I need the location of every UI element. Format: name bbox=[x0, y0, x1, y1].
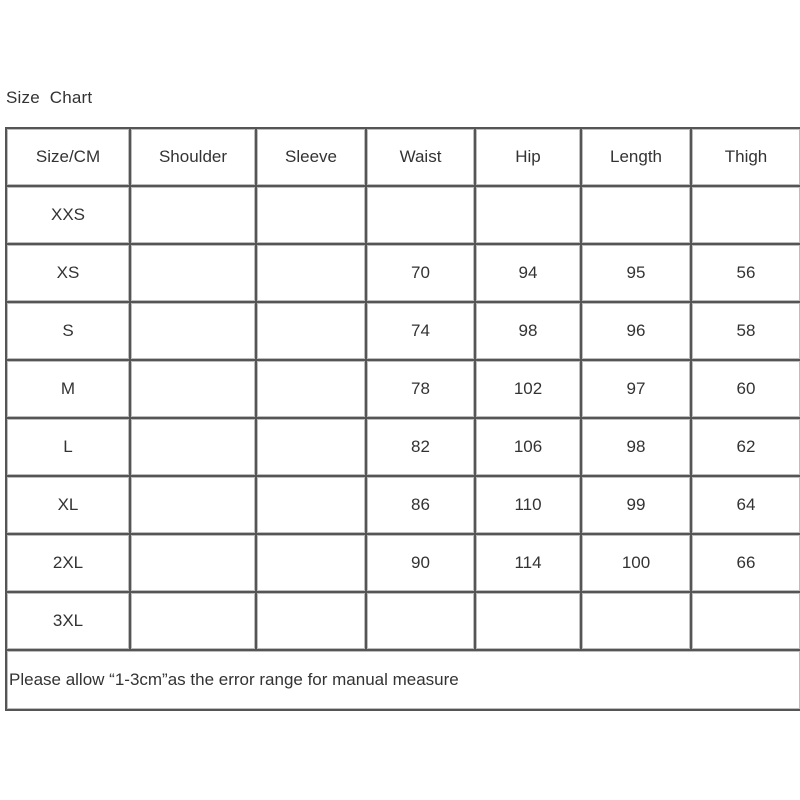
size-cell: 2XL bbox=[7, 535, 131, 593]
table-row bbox=[7, 361, 800, 419]
sleeve-cell bbox=[257, 535, 367, 593]
table-header-row bbox=[7, 129, 800, 187]
size-cell: L bbox=[7, 419, 131, 477]
shoulder-cell bbox=[131, 361, 257, 419]
header-size: Size/CM bbox=[7, 129, 131, 187]
shoulder-cell bbox=[131, 477, 257, 535]
sleeve-cell bbox=[257, 477, 367, 535]
shoulder-cell bbox=[131, 245, 257, 303]
shoulder-cell bbox=[131, 593, 257, 651]
waist-cell: 82 bbox=[367, 419, 476, 477]
length-cell: 97 bbox=[582, 361, 692, 419]
size-cell: XL bbox=[7, 477, 131, 535]
table-row bbox=[7, 477, 800, 535]
page-title: Size Chart bbox=[6, 88, 93, 107]
length-cell: 96 bbox=[582, 303, 692, 361]
hip-cell: 102 bbox=[476, 361, 582, 419]
sleeve-cell bbox=[257, 593, 367, 651]
note-row bbox=[7, 651, 800, 711]
header-hip: Hip bbox=[476, 129, 582, 187]
table-row bbox=[7, 303, 800, 361]
thigh-cell bbox=[692, 593, 800, 651]
thigh-cell: 60 bbox=[692, 361, 800, 419]
sleeve-cell bbox=[257, 187, 367, 245]
thigh-cell: 62 bbox=[692, 419, 800, 477]
table-row bbox=[7, 535, 800, 593]
table-row bbox=[7, 419, 800, 477]
waist-cell: 74 bbox=[367, 303, 476, 361]
waist-cell bbox=[367, 593, 476, 651]
waist-cell: 90 bbox=[367, 535, 476, 593]
thigh-cell: 66 bbox=[692, 535, 800, 593]
sleeve-cell bbox=[257, 361, 367, 419]
hip-cell: 94 bbox=[476, 245, 582, 303]
hip-cell: 114 bbox=[476, 535, 582, 593]
size-chart-table bbox=[5, 127, 800, 711]
hip-cell bbox=[476, 593, 582, 651]
table-row bbox=[7, 187, 800, 245]
header-length: Length bbox=[582, 129, 692, 187]
size-cell: XXS bbox=[7, 187, 131, 245]
sleeve-cell bbox=[257, 245, 367, 303]
header-sleeve: Sleeve bbox=[257, 129, 367, 187]
shoulder-cell bbox=[131, 303, 257, 361]
hip-cell: 106 bbox=[476, 419, 582, 477]
length-cell: 100 bbox=[582, 535, 692, 593]
hip-cell: 98 bbox=[476, 303, 582, 361]
thigh-cell: 56 bbox=[692, 245, 800, 303]
length-cell: 95 bbox=[582, 245, 692, 303]
shoulder-cell bbox=[131, 535, 257, 593]
waist-cell bbox=[367, 187, 476, 245]
waist-cell: 78 bbox=[367, 361, 476, 419]
length-cell bbox=[582, 593, 692, 651]
length-cell: 98 bbox=[582, 419, 692, 477]
size-cell: M bbox=[7, 361, 131, 419]
length-cell bbox=[582, 187, 692, 245]
sleeve-cell bbox=[257, 303, 367, 361]
header-waist: Waist bbox=[367, 129, 476, 187]
shoulder-cell bbox=[131, 419, 257, 477]
table-row bbox=[7, 593, 800, 651]
measurement-note: Please allow “1-3cm”as the error range for manual measure bbox=[7, 651, 800, 711]
header-shoulder: Shoulder bbox=[131, 129, 257, 187]
size-cell: S bbox=[7, 303, 131, 361]
thigh-cell: 64 bbox=[692, 477, 800, 535]
hip-cell bbox=[476, 187, 582, 245]
header-thigh: Thigh bbox=[692, 129, 800, 187]
thigh-cell bbox=[692, 187, 800, 245]
waist-cell: 86 bbox=[367, 477, 476, 535]
hip-cell: 110 bbox=[476, 477, 582, 535]
sleeve-cell bbox=[257, 419, 367, 477]
waist-cell: 70 bbox=[367, 245, 476, 303]
size-cell: 3XL bbox=[7, 593, 131, 651]
table-row bbox=[7, 245, 800, 303]
length-cell: 99 bbox=[582, 477, 692, 535]
thigh-cell: 58 bbox=[692, 303, 800, 361]
shoulder-cell bbox=[131, 187, 257, 245]
size-cell: XS bbox=[7, 245, 131, 303]
